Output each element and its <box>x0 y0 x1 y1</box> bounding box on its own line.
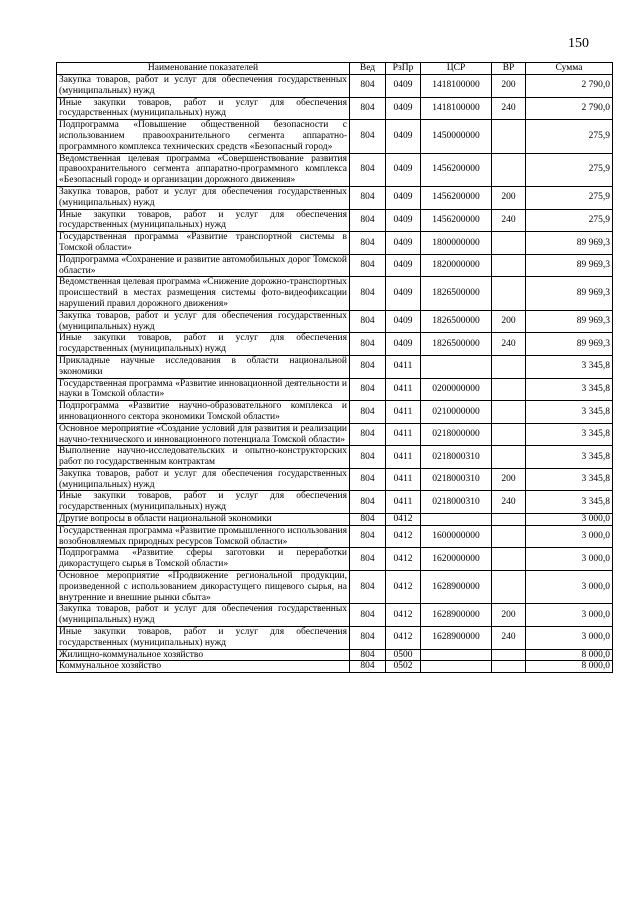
row-name: Иные закупки товаров, работ и услуг для обеспечения государственных (муниципальных) нужд <box>57 97 350 120</box>
row-expense-type: 200 <box>492 186 526 209</box>
row-dept: 804 <box>350 446 386 469</box>
row-expense-type <box>492 649 526 661</box>
row-target-article: 1600000000 <box>421 525 492 548</box>
row-expense-type: 200 <box>492 604 526 627</box>
row-dept: 804 <box>350 277 386 310</box>
row-target-article: 1800000000 <box>421 232 492 255</box>
table-row <box>57 75 613 98</box>
row-name: Государственная программа «Развитие инновационной деятельности и науки в Томской области» <box>57 378 350 401</box>
row-section: 0411 <box>386 401 421 424</box>
table-row <box>57 97 613 120</box>
row-section: 0409 <box>386 310 421 333</box>
row-section: 0411 <box>386 491 421 514</box>
row-dept: 804 <box>350 401 386 424</box>
row-amount: 275,9 <box>526 120 613 153</box>
row-name: Закупка товаров, работ и услуг для обеспечения государственных (муниципальных) нужд <box>57 468 350 491</box>
row-section: 0412 <box>386 525 421 548</box>
row-name: Выполнение научно-исследовательских и опытно-конструкторских работ по государственным контрактам <box>57 446 350 469</box>
row-dept: 804 <box>350 491 386 514</box>
row-target-article: 1450000000 <box>421 120 492 153</box>
row-name: Подпрограмма «Повышение общественной безопасности с использованием правоохранительного сегмента аппаратно-программного комплекса технических средств «Безопасный город» <box>57 120 350 153</box>
row-expense-type <box>492 378 526 401</box>
row-amount: 8 000,0 <box>526 661 613 673</box>
row-amount: 3 345,8 <box>526 355 613 378</box>
row-name: Закупка товаров, работ и услуг для обеспечения государственных (муниципальных) нужд <box>57 604 350 627</box>
row-amount: 89 969,3 <box>526 333 613 356</box>
table-header-row <box>57 63 613 75</box>
row-target-article <box>421 661 492 673</box>
row-section: 0409 <box>386 277 421 310</box>
table-row <box>57 186 613 209</box>
row-section: 0412 <box>386 571 421 604</box>
row-amount: 3 000,0 <box>526 627 613 650</box>
row-amount: 275,9 <box>526 186 613 209</box>
row-dept: 804 <box>350 514 386 526</box>
row-amount: 3 345,8 <box>526 446 613 469</box>
row-expense-type <box>492 446 526 469</box>
row-amount: 3 345,8 <box>526 491 613 514</box>
row-section: 0409 <box>386 120 421 153</box>
row-expense-type: 200 <box>492 310 526 333</box>
row-name: Подпрограмма «Развитие сферы заготовки и переработки дикорастущего сырья в Томской области» <box>57 548 350 571</box>
row-dept: 804 <box>350 378 386 401</box>
row-expense-type <box>492 548 526 571</box>
table-body <box>57 75 613 673</box>
row-name: Иные закупки товаров, работ и услуг для обеспечения государственных (муниципальных) нужд <box>57 627 350 650</box>
row-target-article: 1820000000 <box>421 254 492 277</box>
row-name: Закупка товаров, работ и услуг для обеспечения государственных (муниципальных) нужд <box>57 75 350 98</box>
row-amount: 2 790,0 <box>526 75 613 98</box>
table-row <box>57 514 613 526</box>
row-amount: 89 969,3 <box>526 254 613 277</box>
row-section: 0500 <box>386 649 421 661</box>
row-amount: 3 345,8 <box>526 401 613 424</box>
row-name: Подпрограмма «Развитие научно-образовательного комплекса и инновационного сектора экономики Томской области» <box>57 401 350 424</box>
row-target-article: 1826500000 <box>421 333 492 356</box>
row-target-article: 0218000310 <box>421 468 492 491</box>
row-amount: 8 000,0 <box>526 649 613 661</box>
row-section: 0502 <box>386 661 421 673</box>
row-name: Ведомственная целевая программа «Снижение дорожно-транспортных происшествий в местах размещения системы фото-видеофиксации нарушений правил дорожного движения» <box>57 277 350 310</box>
row-section: 0411 <box>386 468 421 491</box>
row-expense-type: 240 <box>492 333 526 356</box>
row-expense-type <box>492 153 526 186</box>
row-section: 0409 <box>386 254 421 277</box>
table-row <box>57 548 613 571</box>
row-dept: 804 <box>350 254 386 277</box>
row-section: 0409 <box>386 333 421 356</box>
table-row <box>57 401 613 424</box>
row-dept: 804 <box>350 97 386 120</box>
row-target-article: 0200000000 <box>421 378 492 401</box>
row-target-article: 1418100000 <box>421 75 492 98</box>
row-section: 0411 <box>386 446 421 469</box>
table-row <box>57 571 613 604</box>
row-name: Ведомственная целевая программа «Совершенствование развития правоохранительного сегмента аппаратно-программного комплекса «Безопасный город» и организации дорожного движения» <box>57 153 350 186</box>
row-target-article: 1456200000 <box>421 186 492 209</box>
row-amount: 3 000,0 <box>526 548 613 571</box>
row-expense-type <box>492 277 526 310</box>
row-expense-type <box>492 514 526 526</box>
table-row <box>57 468 613 491</box>
table-row <box>57 378 613 401</box>
row-expense-type <box>492 571 526 604</box>
row-target-article: 1628900000 <box>421 571 492 604</box>
row-amount: 275,9 <box>526 209 613 232</box>
row-expense-type: 200 <box>492 468 526 491</box>
row-section: 0412 <box>386 604 421 627</box>
table-row <box>57 604 613 627</box>
table-row <box>57 120 613 153</box>
row-section: 0409 <box>386 186 421 209</box>
row-dept: 804 <box>350 649 386 661</box>
row-amount: 3 345,8 <box>526 468 613 491</box>
row-dept: 804 <box>350 423 386 446</box>
table-row <box>57 310 613 333</box>
row-amount: 3 000,0 <box>526 514 613 526</box>
row-target-article: 1628900000 <box>421 604 492 627</box>
row-name: Иные закупки товаров, работ и услуг для обеспечения государственных (муниципальных) нужд <box>57 491 350 514</box>
row-target-article: 0218000310 <box>421 446 492 469</box>
row-expense-type <box>492 254 526 277</box>
header-section: РзПр <box>386 63 421 75</box>
row-section: 0411 <box>386 423 421 446</box>
row-name: Жилищно-коммунальное хозяйство <box>57 649 350 661</box>
row-section: 0411 <box>386 355 421 378</box>
row-expense-type <box>492 232 526 255</box>
row-dept: 804 <box>350 333 386 356</box>
row-dept: 804 <box>350 153 386 186</box>
row-expense-type: 200 <box>492 75 526 98</box>
row-name: Иные закупки товаров, работ и услуг для обеспечения государственных (муниципальных) нужд <box>57 333 350 356</box>
row-expense-type <box>492 120 526 153</box>
row-dept: 804 <box>350 548 386 571</box>
row-target-article: 1826500000 <box>421 277 492 310</box>
row-dept: 804 <box>350 525 386 548</box>
row-name: Закупка товаров, работ и услуг для обеспечения государственных (муниципальных) нужд <box>57 186 350 209</box>
row-name: Основное мероприятие «Продвижение региональной продукции, произведенной с использованием дикорастущего пищевого сырья, на внутренние и внешние рынки сбыта» <box>57 571 350 604</box>
row-dept: 804 <box>350 627 386 650</box>
header-target-article: ЦСР <box>421 63 492 75</box>
row-dept: 804 <box>350 75 386 98</box>
row-expense-type <box>492 401 526 424</box>
budget-table <box>56 62 613 673</box>
row-section: 0409 <box>386 153 421 186</box>
table-row <box>57 153 613 186</box>
row-name: Коммунальное хозяйство <box>57 661 350 673</box>
row-dept: 804 <box>350 186 386 209</box>
row-target-article: 0210000000 <box>421 401 492 424</box>
row-name: Прикладные научные исследования в области национальной экономики <box>57 355 350 378</box>
row-amount: 89 969,3 <box>526 277 613 310</box>
table-row <box>57 491 613 514</box>
row-dept: 804 <box>350 209 386 232</box>
table-row <box>57 446 613 469</box>
row-target-article: 1628900000 <box>421 627 492 650</box>
table-row <box>57 423 613 446</box>
row-expense-type <box>492 423 526 446</box>
page-number: 150 <box>568 36 589 51</box>
row-dept: 804 <box>350 310 386 333</box>
table-row <box>57 232 613 255</box>
row-section: 0412 <box>386 627 421 650</box>
row-expense-type: 240 <box>492 209 526 232</box>
table-row <box>57 355 613 378</box>
header-expense-type: ВР <box>492 63 526 75</box>
row-expense-type: 240 <box>492 97 526 120</box>
row-amount: 3 345,8 <box>526 378 613 401</box>
row-name: Подпрограмма «Сохранение и развитие автомобильных дорог Томской области» <box>57 254 350 277</box>
row-section: 0409 <box>386 209 421 232</box>
row-name: Закупка товаров, работ и услуг для обеспечения государственных (муниципальных) нужд <box>57 310 350 333</box>
row-dept: 804 <box>350 355 386 378</box>
row-name: Другие вопросы в области национальной экономики <box>57 514 350 526</box>
row-expense-type: 240 <box>492 491 526 514</box>
row-target-article <box>421 355 492 378</box>
row-amount: 3 000,0 <box>526 525 613 548</box>
header-name: Наименование показателей <box>57 63 350 75</box>
row-amount: 89 969,3 <box>526 310 613 333</box>
row-expense-type <box>492 355 526 378</box>
table-row <box>57 661 613 673</box>
row-section: 0409 <box>386 232 421 255</box>
row-target-article: 1456200000 <box>421 209 492 232</box>
row-amount: 275,9 <box>526 153 613 186</box>
row-name: Иные закупки товаров, работ и услуг для обеспечения государственных (муниципальных) нужд <box>57 209 350 232</box>
row-amount: 3 345,8 <box>526 423 613 446</box>
row-dept: 804 <box>350 468 386 491</box>
row-name: Государственная программа «Развитие транспортной системы в Томской области» <box>57 232 350 255</box>
row-section: 0412 <box>386 514 421 526</box>
row-name: Основное мероприятие «Создание условий для развития и реализации научно-технического и инновационного потенциала Томской области» <box>57 423 350 446</box>
row-target-article: 0218000310 <box>421 491 492 514</box>
row-section: 0409 <box>386 97 421 120</box>
table-row <box>57 209 613 232</box>
row-section: 0412 <box>386 548 421 571</box>
row-target-article <box>421 514 492 526</box>
row-target-article <box>421 649 492 661</box>
row-target-article: 1418100000 <box>421 97 492 120</box>
row-target-article: 1826500000 <box>421 310 492 333</box>
row-dept: 804 <box>350 571 386 604</box>
row-dept: 804 <box>350 661 386 673</box>
row-amount: 3 000,0 <box>526 571 613 604</box>
header-amount: Сумма <box>526 63 613 75</box>
row-dept: 804 <box>350 604 386 627</box>
row-target-article: 1620000000 <box>421 548 492 571</box>
row-section: 0411 <box>386 378 421 401</box>
row-section: 0409 <box>386 75 421 98</box>
row-dept: 804 <box>350 232 386 255</box>
table-row <box>57 333 613 356</box>
table-row <box>57 277 613 310</box>
table-row <box>57 254 613 277</box>
row-target-article: 1456200000 <box>421 153 492 186</box>
table-row <box>57 627 613 650</box>
row-amount: 89 969,3 <box>526 232 613 255</box>
row-name: Государственная программа «Развитие промышленного использования возобновляемых природных ресурсов Томской области» <box>57 525 350 548</box>
table-row <box>57 649 613 661</box>
row-expense-type <box>492 525 526 548</box>
row-amount: 3 000,0 <box>526 604 613 627</box>
row-expense-type: 240 <box>492 627 526 650</box>
row-expense-type <box>492 661 526 673</box>
row-amount: 2 790,0 <box>526 97 613 120</box>
row-dept: 804 <box>350 120 386 153</box>
row-target-article: 0218000000 <box>421 423 492 446</box>
table-row <box>57 525 613 548</box>
header-dept: Вед <box>350 63 386 75</box>
